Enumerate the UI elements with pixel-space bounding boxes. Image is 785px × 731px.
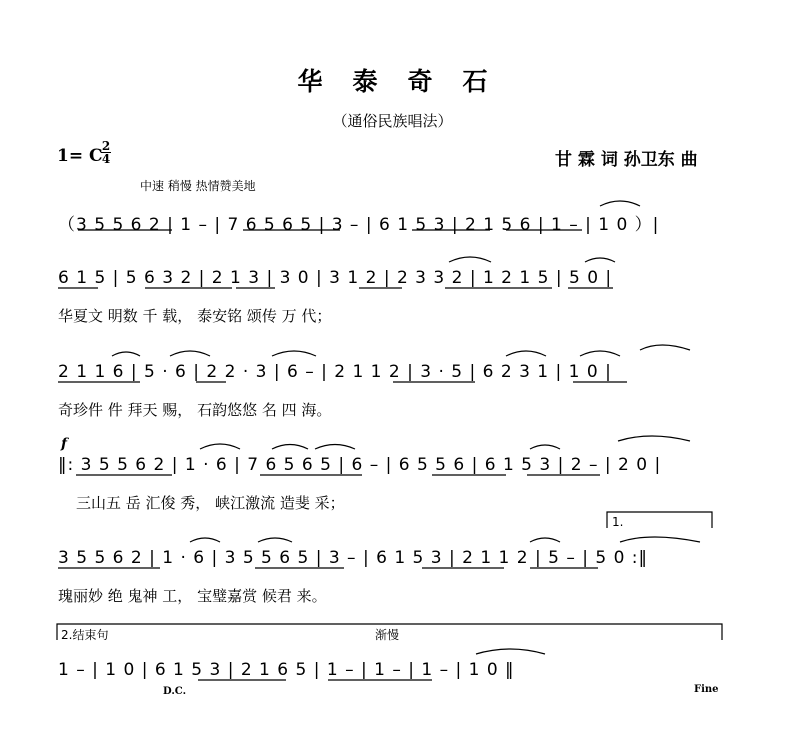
slur-9	[640, 345, 690, 350]
slur-16	[258, 538, 292, 542]
second-ending-bracket	[57, 624, 722, 640]
first-ending-bracket	[607, 512, 712, 528]
slur-6	[272, 351, 316, 356]
notation-line-3: 2 1 1 6 | 5 · 6 | 2 2 · 3 | 6 – | 2 1 1 2 | 3 · 5 | 6 2 3 1 | 1 0 |	[58, 362, 612, 382]
slur-5	[170, 351, 210, 356]
fine-marking: Fine	[694, 684, 719, 695]
time-signature-denominator: 4	[101, 152, 111, 166]
slur-17	[530, 538, 560, 542]
slur-19	[476, 649, 545, 654]
key-signature: 1= C	[57, 146, 103, 166]
slur-10	[200, 444, 240, 449]
notation-line-2: 6 1 5 | 5 6 3 2 | 2 1 3 | 3 0 | 3 1 2 | 2 3 3 2 | 1 2 1 5 | 5 0 |	[58, 268, 613, 288]
lyrics-line-2: 华夏文 明数 千 载， 泰安铭 颂传 万 代；	[58, 307, 332, 325]
notation-line-6: 1 – | 1 0 | 6 1 5 3 | 2 1 6 5 | 1 – | 1 – | 1 – | 1 0 ‖	[58, 660, 515, 680]
ritardando-marking: 渐慢	[375, 628, 400, 642]
tempo-marking: 中速 稍慢 热情赞美地	[140, 179, 256, 193]
lyrics-line-5: 瑰丽妙 绝 鬼神 工， 宝璧嘉赏 候君 来。	[58, 587, 327, 605]
dynamic-marking: f	[61, 436, 68, 452]
slur-8	[580, 351, 620, 356]
slur-18	[620, 537, 700, 542]
lyrics-line-3: 奇珍件 件 拜天 赐， 石韵悠悠 名 四 海。	[58, 401, 332, 419]
slur-14	[618, 436, 690, 441]
dc-marking: D.C.	[163, 686, 187, 697]
slur-7	[506, 351, 546, 356]
notation-line-1: （3 5 5 6 2 | 1 – | 7 6 5 6 5 | 3 – | 6 1 5 3 | 2 1 5 6 | 1 – | 1 0 ）|	[58, 215, 660, 235]
second-ending-label: 2.结束句	[61, 628, 109, 642]
slur-4	[112, 352, 140, 356]
lyrics-line-4: 三山五 岳 汇俊 秀， 峡江激流 造斐 采；	[76, 494, 345, 512]
slur-13	[530, 445, 560, 449]
slur-12	[315, 445, 355, 450]
slur-15	[190, 538, 220, 542]
credits: 甘 霖 词 孙卫东 曲	[555, 150, 698, 170]
song-subtitle: （通俗民族唱法）	[332, 112, 453, 130]
first-ending-label: 1.	[612, 515, 624, 529]
song-title: 华泰奇石	[297, 67, 518, 96]
slur-1	[600, 201, 640, 206]
slur-2	[449, 257, 491, 262]
notation-line-5: 3 5 5 6 2 | 1 · 6 | 3 5 5 6 5 | 3 – | 6 1 5 3 | 2 1 1 2 | 5 – | 5 0 :‖	[58, 548, 649, 568]
slur-3	[585, 258, 615, 262]
time-signature-numerator: 2	[101, 139, 111, 153]
slur-11	[272, 445, 308, 450]
notation-line-4: ‖: 3 5 5 6 2 | 1 · 6 | 7 6 5 6 5 | 6 – | 6 5 5 6 | 6 1 5 3 | 2 – | 2 0 |	[58, 455, 662, 475]
